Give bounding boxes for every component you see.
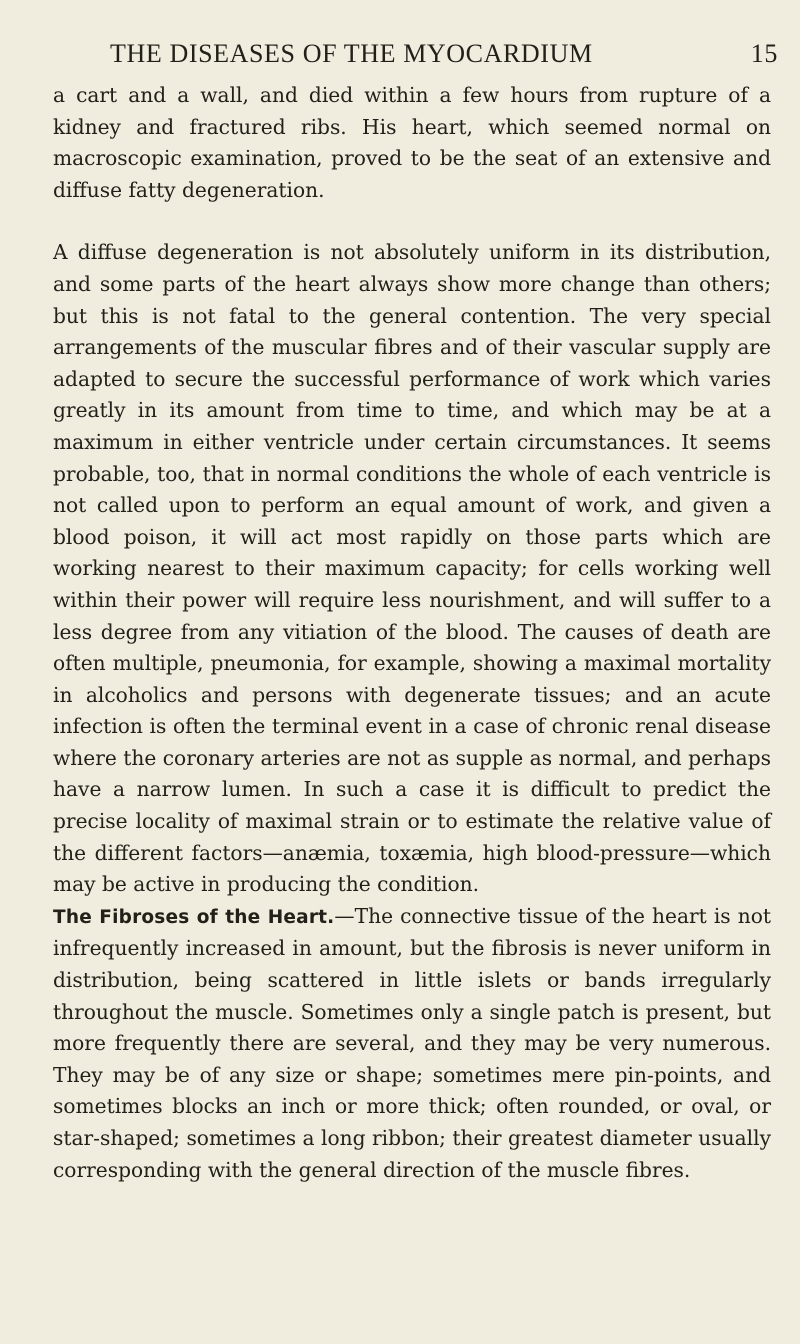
running-head [110,37,778,71]
paragraph-gap [53,206,771,237]
running-title: THE DISEASES OF THE MYOCARDIUM [110,39,593,68]
paragraph-continued: a cart and a wall, and died within a few hours from rupture of a kidney and fractured ribs. His heart, which seemed normal on macroscopic examination, proved to be the seat of an extensive and diffuse fatty degeneration. [53,83,771,202]
paragraph-fibroses-text: —The connective tissue of the heart is not infrequently increased in amount, but the fibrosis is never uniform in distribution, being scattered in little islets or bands irregularly throughout the muscle. Sometimes only a single patch is present, but more frequently there are several, and they may be very numerous. They may be of any size or shape; sometimes mere pin-points, and sometimes blocks an inch or more thick; often rounded, or oval, or star-shaped; sometimes a long ribbon; their greatest diameter usually corresponding with the general direction of the muscle fibres. [53,903,771,1182]
section-heading-fibroses: The Fibroses of the Heart. [53,906,335,928]
paragraph-fibroses [53,901,771,1186]
body-text [53,80,771,1186]
paragraph-diffuse-degeneration: A diffuse degeneration is not absolutely uniform in its distribution, and some parts of the heart always show more change than others; but this is not fatal to the general contention. The very special arrangements of the muscular fibres and of their vascular supply are adapted to secure the successful performance of work which varies greatly in its amount from time to time, and which may be at a maximum in either ventricle under certain circumstances. It seems probable, too, that in normal conditions the whole of each ventricle is not called upon to perform an equal amount of work, and given a blood poison, it will act most rapidly on those parts which are working nearest to their maximum capacity; for cells working well within their power will require less nourishment, and will suffer to a less degree from any vitiation of the blood. The causes of death are often multiple, pneumonia, for example, showing a maximal mortality in alcoholics and persons with degenerate tissues; and an acute infection is often the terminal event in a case of chronic renal disease where the coronary arteries are not as supple as normal, and perhaps have a narrow lumen. In such a case it is difficult to predict the precise locality of maximal strain or to estimate the relative value of the different factors—anæmia, toxæmia, high blood-pressure—which may be active in producing the condition. [53,240,771,897]
page-number: 15 [750,39,778,68]
